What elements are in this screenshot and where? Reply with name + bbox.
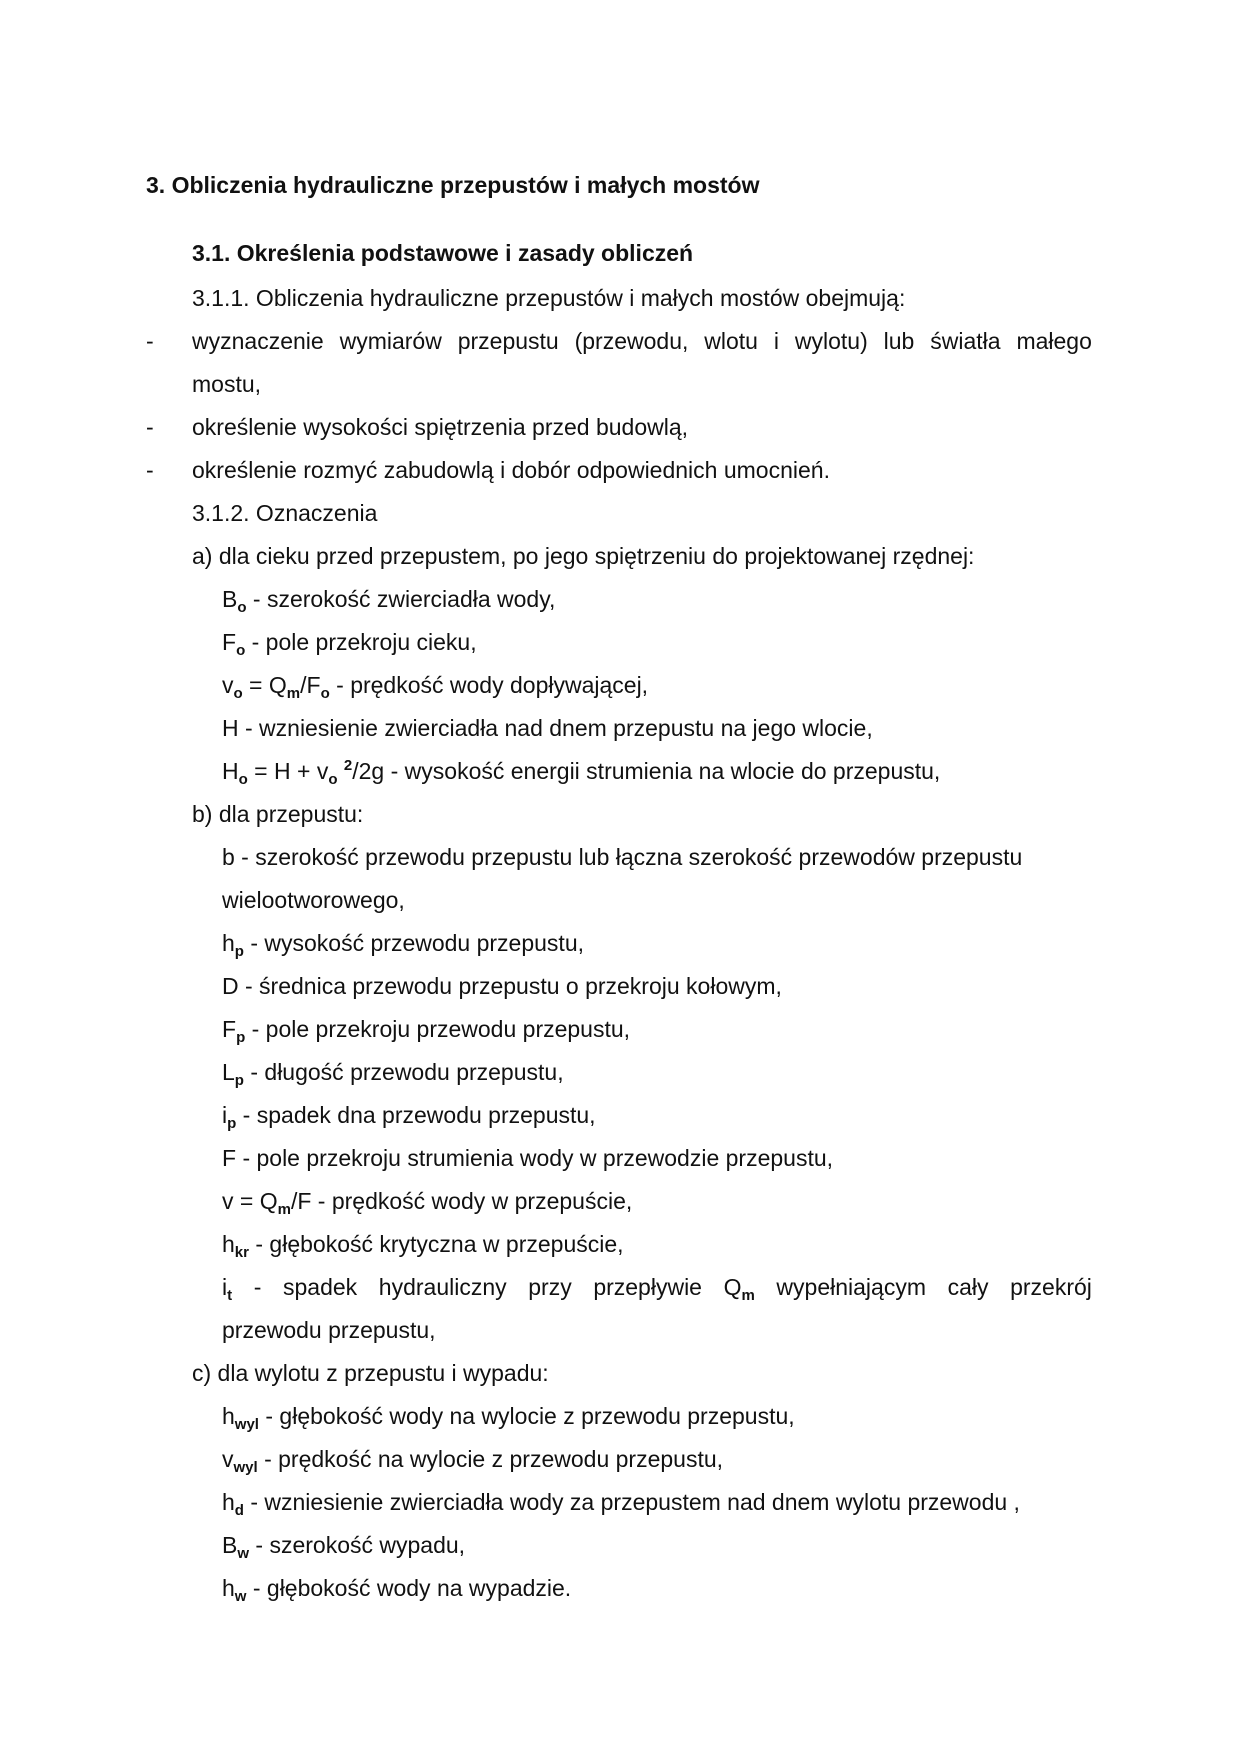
paragraph-3-1-1: 3.1.1. Obliczenia hydrauliczne przepustów i małych mostów obejmują: — [192, 285, 906, 311]
definition-b-line-2: wielootworowego, — [222, 887, 405, 913]
definition-lp: $L_p$ - długość przewodu przepustu, — [222, 1059, 564, 1089]
definition-bo: $B_o$ - szerokość zwierciadła wody, — [222, 586, 556, 616]
list-b-title: b) dla przepustu: — [192, 801, 364, 827]
definition-hwyl: $h_{wyl}$ - głębokość wody na wylocie z przewodu przepustu, — [222, 1403, 795, 1433]
definition-hp: $h_p$ - wysokość przewodu przepustu, — [222, 930, 585, 960]
definition-v: $v = Q_m/F$ - prędkość wody w przepuście, — [222, 1188, 633, 1218]
definition-b-line-1: b - szerokość przewodu przepustu lub łączna szerokość przewodów przepustu — [222, 844, 1023, 870]
definition-hw: $h_w$ - głębokość wody na wypadzie. — [222, 1575, 572, 1605]
definition-h: H - wzniesienie zwierciadła nad dnem przepustu na jego wlocie, — [222, 715, 873, 741]
definition-vo: $v_o = Q_m/F_o$ - prędkość wody dopływającej, — [222, 672, 649, 702]
definition-bw: $B_w$ - szerokość wypadu, — [222, 1532, 466, 1562]
bullet-3: określenie rozmyć zabudowlą i dobór odpowiednich umocnień. — [192, 457, 830, 483]
subsection-heading: 3.1. Określenia podstawowe i zasady obliczeń — [192, 240, 694, 266]
bullet-1-line-1: wyznaczenie wymiarów przepustu (przewodu, wlotu i wylotu) lub światła małego — [192, 328, 1092, 354]
definition-f: F - pole przekroju strumienia wody w przewodzie przepustu, — [222, 1145, 834, 1171]
definition-ho: $H_o = H + v_o$ $^2$/2g - wysokość energii strumienia na wlocie do przepustu, — [222, 757, 941, 788]
bullet-dash: - — [146, 414, 154, 440]
definition-vwyl: $v_{wyl}$ - prędkość na wylocie z przewodu przepustu, — [222, 1446, 724, 1476]
bullet-dash: - — [146, 328, 154, 354]
bullet-dash: - — [146, 457, 154, 483]
list-c-title: c) dla wylotu z przepustu i wypadu: — [192, 1360, 549, 1386]
section-heading: 3. Obliczenia hydrauliczne przepustów i małych mostów — [146, 172, 760, 198]
definition-d: D - średnica przewodu przepustu o przekroju kołowym, — [222, 973, 782, 999]
definition-it-line-1: $i_t$ - spadek hydrauliczny przy przepływie $Q_m$ wypełniającym cały przekrój — [222, 1274, 1092, 1304]
bullet-2: określenie wysokości spiętrzenia przed budowlą, — [192, 414, 689, 440]
bullet-1-line-2: mostu, — [192, 371, 262, 397]
definition-ip: $i_p$ - spadek dna przewodu przepustu, — [222, 1102, 596, 1132]
paragraph-3-1-2: 3.1.2. Oznaczenia — [192, 500, 378, 526]
definition-hd: $h_d$ - wzniesienie zwierciadła wody za przepustem nad dnem wylotu przewodu , — [222, 1489, 1020, 1519]
definition-fo: $F_o$ - pole przekroju cieku, — [222, 629, 477, 659]
list-a-title: a) dla cieku przed przepustem, po jego spiętrzeniu do projektowanej rzędnej: — [192, 543, 975, 569]
definition-hkr: $h_{kr}$ - głębokość krytyczna w przepuście, — [222, 1231, 624, 1261]
definition-it-line-2: przewodu przepustu, — [222, 1317, 436, 1343]
definition-fp: $F_p$ - pole przekroju przewodu przepustu, — [222, 1016, 631, 1046]
